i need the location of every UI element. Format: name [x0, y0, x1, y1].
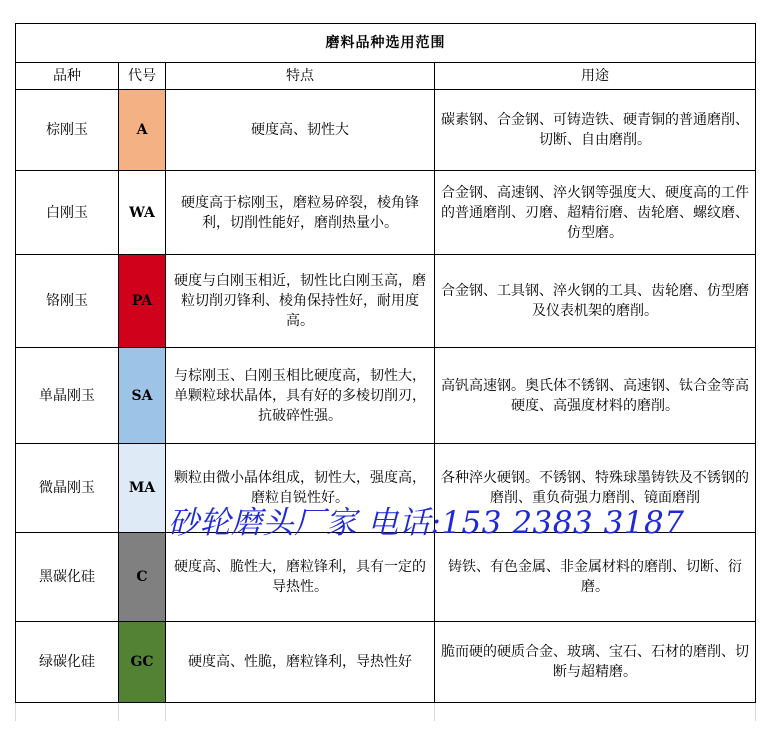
table-row: [16, 348, 756, 444]
abrasive-table: [15, 23, 756, 703]
table-title: 磨料品种选用范围: [16, 24, 756, 63]
abrasive-name: 绿碳化硅: [16, 622, 119, 703]
abrasive-usage: 合金钢、高速钢、淬火钢等强度大、硬度高的工件的普通磨削、刃磨、超精衍磨、齿轮磨、螺纹磨、仿型磨。: [435, 171, 756, 255]
abrasive-usage: 碳素钢、合金钢、可铸造铁、硬青铜的普通磨削、切断、自由磨削。: [435, 90, 756, 171]
abrasive-features: 与棕刚玉、白刚玉相比硬度高，韧性大，单颗粒球状晶体，具有好的多棱切削刃，抗破碎性强。: [166, 348, 435, 444]
table-row: [16, 171, 756, 255]
abrasive-usage: 合金钢、工具钢、淬火钢的工具、齿轮磨、仿型磨及仪表机架的磨削。: [435, 255, 756, 348]
header-usage: 用途: [435, 63, 756, 90]
abrasive-name: 铬刚玉: [16, 255, 119, 348]
abrasive-features: 硬度高、性脆，磨粒锋利，导热性好: [166, 622, 435, 703]
abrasive-name: 黑碳化硅: [16, 533, 119, 622]
gridline: [434, 703, 435, 721]
header-name: 品种: [16, 63, 119, 90]
header-features: 特点: [166, 63, 435, 90]
title-row: [16, 24, 756, 63]
phone-watermark: 砂轮磨头厂家 电话:153 2383 3187: [168, 505, 685, 541]
abrasive-code: A: [119, 90, 166, 171]
abrasive-features: 硬度高于棕刚玉，磨粒易碎裂，棱角锋利，切削性能好，磨削热量小。: [166, 171, 435, 255]
abrasive-usage: 高钒高速钢。奥氏体不锈钢、高速钢、钛合金等高硬度、高强度材料的磨削。: [435, 348, 756, 444]
abrasive-features: 硬度高、脆性大，磨粒锋利，具有一定的导热性。: [166, 533, 435, 622]
abrasive-usage: 铸铁、有色金属、非金属材料的磨削、切断、衍磨。: [435, 533, 756, 622]
abrasive-features: 颗粒由微小晶体组成，韧性大，强度高，磨粒自锐性好。: [166, 444, 435, 533]
table-row: [16, 622, 756, 703]
abrasive-features: 硬度高、韧性大: [166, 90, 435, 171]
gridline: [755, 703, 756, 721]
abrasive-code: PA: [119, 255, 166, 348]
gridline: [118, 703, 119, 721]
empty-gridline-row: [15, 703, 755, 721]
spreadsheet: [15, 23, 755, 703]
header-row: [16, 63, 756, 90]
gridline: [15, 703, 16, 721]
abrasive-code: C: [119, 533, 166, 622]
table-row: [16, 90, 756, 171]
gridline: [165, 703, 166, 721]
abrasive-code: GC: [119, 622, 166, 703]
abrasive-name: 白刚玉: [16, 171, 119, 255]
abrasive-code: WA: [119, 171, 166, 255]
abrasive-code: SA: [119, 348, 166, 444]
abrasive-usage: 脆而硬的硬质合金、玻璃、宝石、石材的磨削、切断与超精磨。: [435, 622, 756, 703]
abrasive-features: 硬度与白刚玉相近，韧性比白刚玉高，磨粒切削刃锋利、棱角保持性好，耐用度高。: [166, 255, 435, 348]
abrasive-name: 棕刚玉: [16, 90, 119, 171]
abrasive-usage: 各种淬火硬钢。不锈钢、特殊球墨铸铁及不锈钢的磨削、重负荷强力磨削、镜面磨削: [435, 444, 756, 533]
table-row: [16, 533, 756, 622]
table-row: [16, 255, 756, 348]
abrasive-code: MA: [119, 444, 166, 533]
abrasive-name: 微晶刚玉: [16, 444, 119, 533]
header-code: 代号: [119, 63, 166, 90]
abrasive-name: 单晶刚玉: [16, 348, 119, 444]
